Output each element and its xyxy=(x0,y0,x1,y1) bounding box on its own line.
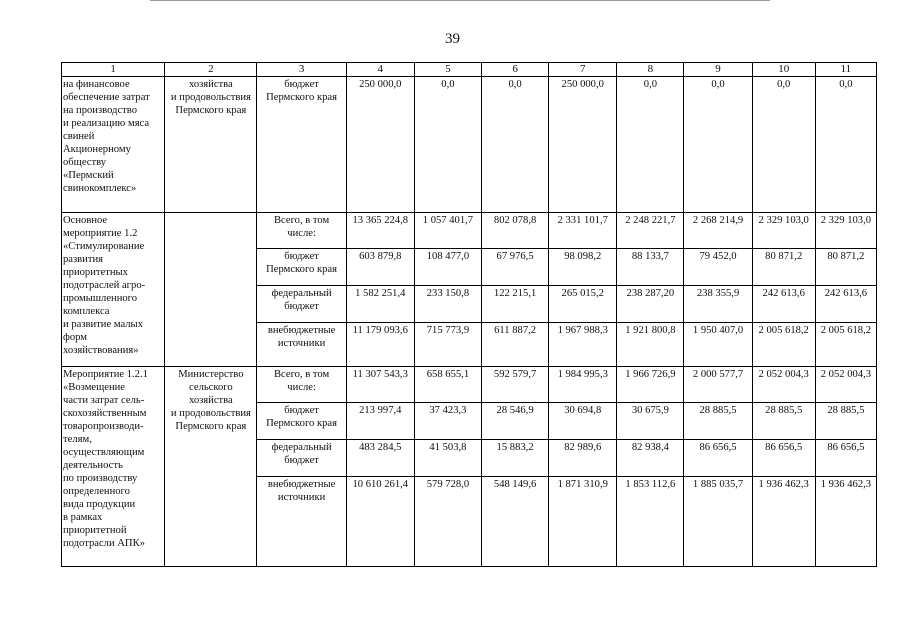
source-line: Пермского края xyxy=(266,418,337,429)
value-cell: 28 885,5 xyxy=(815,403,876,440)
value-cell: 1 057 401,7 xyxy=(414,213,481,249)
description-line: подотрасли АПК» xyxy=(63,538,145,549)
table-row xyxy=(62,367,877,403)
value-cell: 37 423,3 xyxy=(414,403,481,440)
description-line: по производству xyxy=(63,473,138,484)
value-cell: 28 885,5 xyxy=(752,403,815,440)
value-cell: 82 989,6 xyxy=(549,440,617,477)
source-cell xyxy=(257,286,346,323)
description-line: Акционерному xyxy=(63,144,131,155)
value-cell: 67 976,5 xyxy=(482,249,549,286)
value-cell: 30 675,9 xyxy=(617,403,684,440)
value-cell: 715 773,9 xyxy=(414,323,481,367)
source-line: внебюджетные xyxy=(267,479,336,490)
description-line: определенного xyxy=(63,486,130,497)
header-cell: 1 xyxy=(62,63,165,77)
value-cell: 86 656,5 xyxy=(684,440,752,477)
responsible-cell xyxy=(165,77,257,213)
value-cell: 2 331 101,7 xyxy=(549,213,617,249)
value-cell: 1 885 035,7 xyxy=(684,477,752,567)
description-line: «Возмещение xyxy=(63,382,126,393)
header-cell: 10 xyxy=(752,63,815,77)
value-cell: 1 936 462,3 xyxy=(815,477,876,567)
description-line: свиней xyxy=(63,131,95,142)
header-cell: 8 xyxy=(617,63,684,77)
description-line: «Стимулирование xyxy=(63,241,145,252)
source-cell xyxy=(257,323,346,367)
source-line: внебюджетные xyxy=(267,325,336,336)
value-cell: 2 000 577,7 xyxy=(684,367,752,403)
value-cell: 10 610 261,4 xyxy=(346,477,414,567)
value-cell: 1 936 462,3 xyxy=(752,477,815,567)
value-cell: 1 871 310,9 xyxy=(549,477,617,567)
value-cell: 30 694,8 xyxy=(549,403,617,440)
source-line: числе: xyxy=(287,228,316,239)
value-cell: 2 005 618,2 xyxy=(752,323,815,367)
description-line: деятельность xyxy=(63,460,123,471)
responsible-line: Пермского края xyxy=(175,421,247,432)
source-line: бюджет xyxy=(284,301,319,312)
source-line: Всего, в том xyxy=(273,369,330,380)
source-line: федеральный xyxy=(271,288,332,299)
source-line: числе: xyxy=(287,382,316,393)
description-line: хозяйствования» xyxy=(63,345,139,356)
description-line: «Пермский xyxy=(63,170,114,181)
source-cell xyxy=(257,213,346,249)
description-line: осуществляющим xyxy=(63,447,145,458)
value-cell: 108 477,0 xyxy=(414,249,481,286)
description-line: развития xyxy=(63,254,104,265)
description-cell xyxy=(62,213,165,367)
value-cell: 242 613,6 xyxy=(815,286,876,323)
description-line: части затрат сель- xyxy=(63,395,145,406)
program-table xyxy=(61,62,877,567)
description-line: и развитие малых xyxy=(63,319,143,330)
description-cell xyxy=(62,367,165,567)
table-row xyxy=(62,77,877,213)
source-cell xyxy=(257,249,346,286)
top-rule xyxy=(150,0,770,1)
value-cell: 86 656,5 xyxy=(752,440,815,477)
description-line: свинокомплекс» xyxy=(63,183,137,194)
value-cell: 213 997,4 xyxy=(346,403,414,440)
value-cell: 2 329 103,0 xyxy=(752,213,815,249)
source-line: бюджет xyxy=(284,79,319,90)
value-cell: 250 000,0 xyxy=(346,77,414,213)
responsible-cell xyxy=(165,367,257,567)
table-row xyxy=(62,213,877,249)
value-cell: 98 098,2 xyxy=(549,249,617,286)
source-line: бюджет xyxy=(284,251,319,262)
description-line: скохозяйственным xyxy=(63,408,147,419)
value-cell: 28 546,9 xyxy=(482,403,549,440)
page-number: 39 xyxy=(445,31,460,47)
source-line: Пермского края xyxy=(266,92,337,103)
value-cell: 1 966 726,9 xyxy=(617,367,684,403)
header-cell: 2 xyxy=(165,63,257,77)
value-cell: 611 887,2 xyxy=(482,323,549,367)
responsible-line: хозяйства xyxy=(188,79,233,90)
header-cell: 6 xyxy=(482,63,549,77)
value-cell: 2 052 004,3 xyxy=(752,367,815,403)
value-cell: 0,0 xyxy=(684,77,752,213)
value-cell: 0,0 xyxy=(815,77,876,213)
value-cell: 238 287,20 xyxy=(617,286,684,323)
value-cell: 82 938,4 xyxy=(617,440,684,477)
description-line: комплекса xyxy=(63,306,110,317)
responsible-cell xyxy=(165,213,257,367)
description-line: подотраслей агро- xyxy=(63,280,146,291)
header-cell: 9 xyxy=(684,63,752,77)
value-cell: 592 579,7 xyxy=(482,367,549,403)
value-cell: 1 853 112,6 xyxy=(617,477,684,567)
value-cell: 0,0 xyxy=(482,77,549,213)
value-cell: 88 133,7 xyxy=(617,249,684,286)
value-cell: 11 307 543,3 xyxy=(346,367,414,403)
value-cell: 41 503,8 xyxy=(414,440,481,477)
table-body xyxy=(62,63,877,567)
value-cell: 80 871,2 xyxy=(815,249,876,286)
value-cell: 2 248 221,7 xyxy=(617,213,684,249)
value-cell: 658 655,1 xyxy=(414,367,481,403)
value-cell: 11 179 093,6 xyxy=(346,323,414,367)
description-line: на финансовое xyxy=(63,79,130,90)
description-line: Основное xyxy=(63,215,108,226)
description-line: приоритетных xyxy=(63,267,128,278)
value-cell: 80 871,2 xyxy=(752,249,815,286)
header-cell: 11 xyxy=(815,63,876,77)
value-cell: 28 885,5 xyxy=(684,403,752,440)
value-cell: 0,0 xyxy=(617,77,684,213)
value-cell: 603 879,8 xyxy=(346,249,414,286)
source-line: Пермского края xyxy=(266,264,337,275)
source-cell xyxy=(257,367,346,403)
source-cell xyxy=(257,403,346,440)
description-line: вида продукции xyxy=(63,499,136,510)
value-cell: 86 656,5 xyxy=(815,440,876,477)
value-cell: 1 984 995,3 xyxy=(549,367,617,403)
description-line: и реализацию мяса xyxy=(63,118,150,129)
value-cell: 15 883,2 xyxy=(482,440,549,477)
responsible-line: Пермского края xyxy=(175,105,247,116)
value-cell: 548 149,6 xyxy=(482,477,549,567)
value-cell: 0,0 xyxy=(414,77,481,213)
description-line: приоритетной xyxy=(63,525,127,536)
value-cell: 238 355,9 xyxy=(684,286,752,323)
responsible-line: хозяйства xyxy=(188,395,233,406)
description-line: на производство xyxy=(63,105,138,116)
value-cell: 250 000,0 xyxy=(549,77,617,213)
responsible-line: и продовольствия xyxy=(170,92,251,103)
description-line: телям, xyxy=(63,434,92,445)
source-cell xyxy=(257,477,346,567)
value-cell: 2 052 004,3 xyxy=(815,367,876,403)
header-row xyxy=(62,63,877,77)
responsible-line: Министерство xyxy=(178,369,244,380)
value-cell: 1 967 988,3 xyxy=(549,323,617,367)
value-cell: 2 268 214,9 xyxy=(684,213,752,249)
description-line: мероприятие 1.2 xyxy=(63,228,138,239)
value-cell: 1 950 407,0 xyxy=(684,323,752,367)
value-cell: 1 921 800,8 xyxy=(617,323,684,367)
description-line: Мероприятие 1.2.1 xyxy=(63,369,148,380)
description-line: в рамках xyxy=(63,512,103,523)
header-cell: 5 xyxy=(414,63,481,77)
value-cell: 579 728,0 xyxy=(414,477,481,567)
value-cell: 265 015,2 xyxy=(549,286,617,323)
value-cell: 242 613,6 xyxy=(752,286,815,323)
description-line: обеспечение затрат xyxy=(63,92,150,103)
source-line: источники xyxy=(277,338,326,349)
description-line: форм xyxy=(63,332,88,343)
responsible-line: сельского xyxy=(189,382,233,393)
description-line: товаропроизводи- xyxy=(63,421,144,432)
responsible-line: и продовольствия xyxy=(170,408,251,419)
value-cell: 1 582 251,4 xyxy=(346,286,414,323)
value-cell: 233 150,8 xyxy=(414,286,481,323)
description-line: промышленного xyxy=(63,293,138,304)
header-cell: 3 xyxy=(257,63,346,77)
source-line: бюджет xyxy=(284,405,319,416)
source-line: источники xyxy=(277,492,326,503)
source-line: бюджет xyxy=(284,455,319,466)
value-cell: 79 452,0 xyxy=(684,249,752,286)
description-line: обществу xyxy=(63,157,107,168)
value-cell: 802 078,8 xyxy=(482,213,549,249)
header-cell: 7 xyxy=(549,63,617,77)
header-cell: 4 xyxy=(346,63,414,77)
value-cell: 2 005 618,2 xyxy=(815,323,876,367)
description-cell xyxy=(62,77,165,213)
source-cell xyxy=(257,77,346,213)
value-cell: 13 365 224,8 xyxy=(346,213,414,249)
source-line: федеральный xyxy=(271,442,332,453)
value-cell: 2 329 103,0 xyxy=(815,213,876,249)
value-cell: 483 284,5 xyxy=(346,440,414,477)
source-cell xyxy=(257,440,346,477)
value-cell: 0,0 xyxy=(752,77,815,213)
value-cell: 122 215,1 xyxy=(482,286,549,323)
source-line: Всего, в том xyxy=(273,215,330,226)
